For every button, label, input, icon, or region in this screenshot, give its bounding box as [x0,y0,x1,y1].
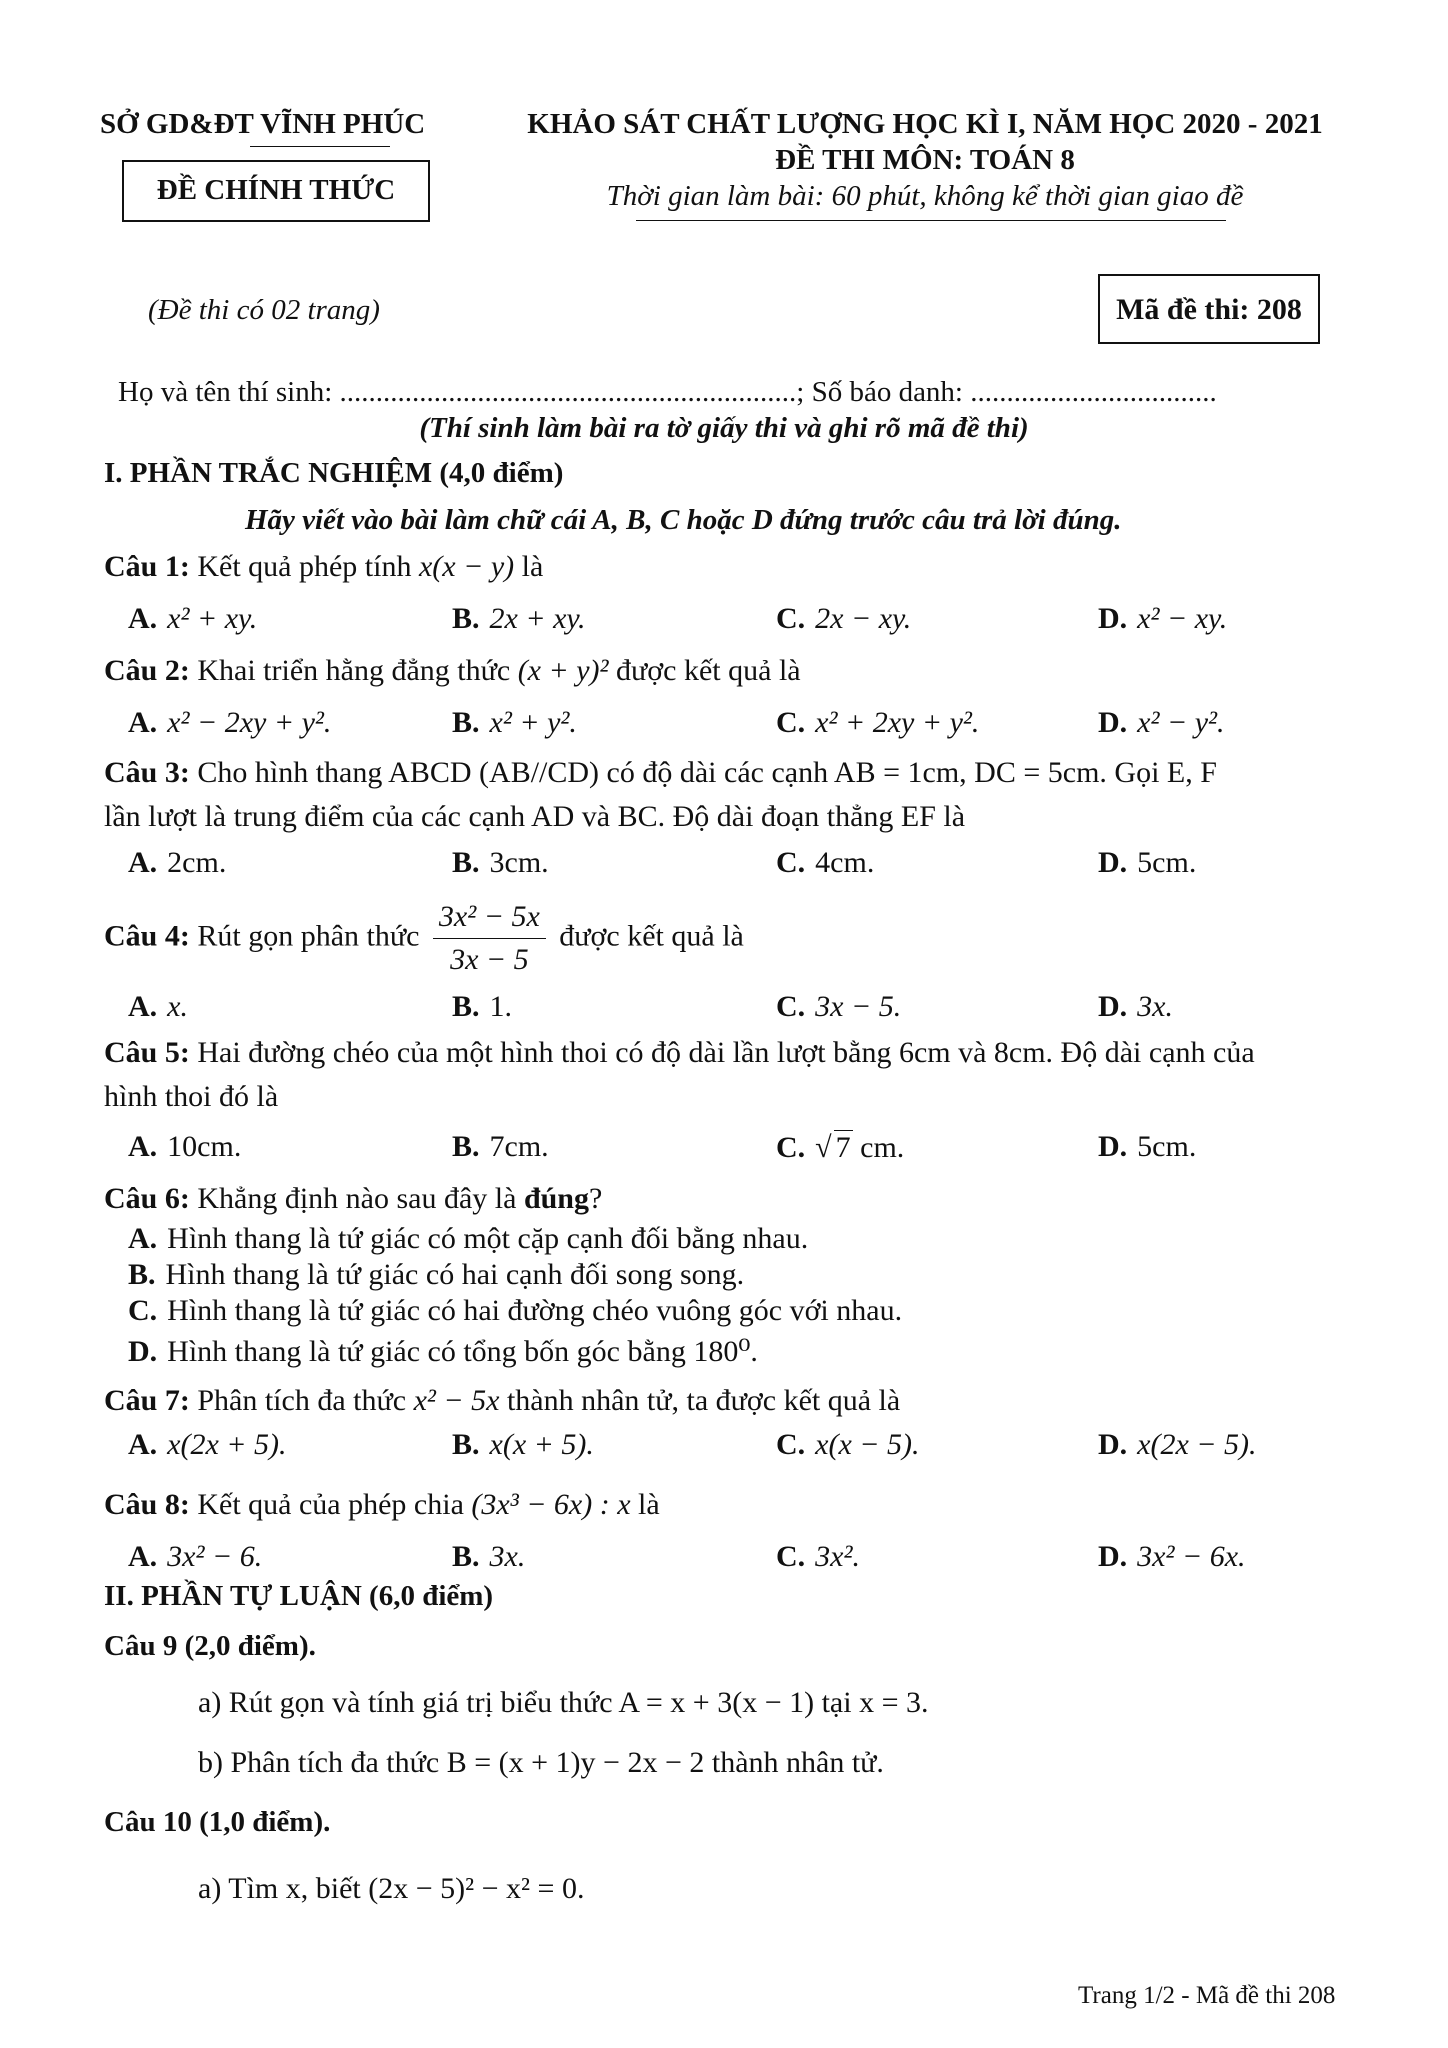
subject-title: ĐỀ THI MÔN: TOÁN 8 [775,144,1075,176]
question-expression: (x + y)² [517,654,609,687]
q7-option-d: D. x(2x − 5). [1098,1428,1257,1461]
q4-option-b: B. 1. [452,990,513,1023]
question-tail: được kết quả là [616,654,801,687]
question-tail: ? [589,1182,603,1215]
q8-option-a: A. 3x² − 6. [128,1540,263,1573]
page-footer: Trang 1/2 - Mã đề thi 208 [1078,1982,1336,2009]
question-text: Kết quả của phép chia [197,1488,464,1521]
official-label: ĐỀ CHÍNH THỨC [156,174,396,206]
q6-option-d: D. Hình thang là tứ giác có tổng bốn góc bằng 180⁰. [128,1335,758,1368]
q3-option-d: D. 5cm. [1098,846,1197,879]
question-emphasis: đúng [523,1182,589,1215]
candidate-info-line: Họ và tên thí sinh: ...............................................................; Số báo danh: .................................. [118,376,1217,408]
q6-option-a: A. Hình thang là tứ giác có một cặp cạnh đối bằng nhau. [128,1222,809,1255]
q7-option-c: C. x(x − 5). [776,1428,920,1461]
question-text: Phân tích đa thức [197,1384,407,1417]
q3-option-a: A. 2cm. [128,846,227,879]
question-6 [104,1180,602,1218]
question-text: Khai triển hằng đẳng thức [197,654,511,687]
question-expression: (3x³ − 6x) : x [471,1488,631,1521]
q5-option-a: A. 10cm. [128,1130,242,1163]
part2-title: II. PHẦN TỰ LUẬN (6,0 điểm) [104,1580,494,1612]
q5-option-b: B. 7cm. [452,1130,549,1163]
q6-option-b: B. Hình thang là tứ giác có hai cạnh đối song song. [128,1258,745,1291]
q2-option-b: B. x² + y². [452,706,577,739]
exam-duration: Thời gian làm bài: 60 phút, không kể thời gian giao đề [606,180,1244,212]
question-text: Rút gọn phân thức [197,919,420,953]
exam-code: Mã đề thi: 208 [1116,293,1302,326]
question-9b: b) Phân tích đa thức B = (x + 1)y − 2x − 2 thành nhân tử. [198,1746,884,1779]
question-5 [104,1034,1255,1072]
q1-option-c: C. 2x − xy. [776,602,912,635]
question-2 [104,652,801,690]
department-underline [250,146,390,147]
part1-title: I. PHẦN TRẮC NGHIỆM (4,0 điểm) [104,457,564,489]
survey-title: KHẢO SÁT CHẤT LƯỢNG HỌC KÌ I, NĂM HỌC 2020 - 2021 [527,108,1323,140]
question-9a: a) Rút gọn và tính giá trị biểu thức A = x + 3(x − 1) tại x = 3. [198,1686,929,1719]
question-tail: là [521,550,544,583]
fraction-denominator: 3x − 5 [450,943,529,976]
question-label: Câu 7: [104,1384,190,1417]
q3-option-b: B. 3cm. [452,846,549,879]
question-label: Câu 2: [104,654,190,687]
department-name: SỞ GD&ĐT VĨNH PHÚC [100,108,426,140]
pages-note: (Đề thi có 02 trang) [148,294,380,326]
question-label: Câu 6: [104,1182,190,1215]
q1-option-a: A. x² + xy. [128,602,258,635]
question-text: Kết quả phép tính [197,550,412,583]
question-expression: x(x − y) [418,550,515,583]
fraction-numerator: 3x² − 5x [433,898,546,939]
q8-option-c: C. 3x². [776,1540,860,1573]
q6-option-c: C. Hình thang là tứ giác có hai đường chéo vuông góc với nhau. [128,1294,903,1327]
q7-option-b: B. x(x + 5). [452,1428,594,1461]
question-10-title: Câu 10 (1,0 điểm). [104,1806,331,1838]
q4-option-a: A. x. [128,990,188,1023]
question-3 [104,754,1217,792]
q2-option-c: C. x² + 2xy + y². [776,706,980,739]
question-text: Khẳng định nào sau đây là [197,1182,517,1215]
fraction [433,898,546,979]
question-1 [104,548,543,586]
q3-option-c: C. 4cm. [776,846,875,879]
q1-option-d: D. x² − xy. [1098,602,1228,635]
q2-option-d: D. x² − y². [1098,706,1225,739]
q5-option-c: C. √ 7 cm. [776,1131,905,1164]
question-tail: được kết quả là [559,919,744,953]
question-label: Câu 3: [104,756,190,789]
q1-option-b: B. 2x + xy. [452,602,586,635]
question-label: Câu 5: [104,1036,190,1069]
header-underline [636,220,1226,221]
question-tail: là [638,1488,660,1521]
q4-option-c: C. 3x − 5. [776,990,902,1023]
question-label: Câu 1: [104,550,190,583]
question-3-line2: lần lượt là trung điểm của các cạnh AD và BC. Độ dài đoạn thẳng EF là [104,800,966,833]
question-9-title: Câu 9 (2,0 điểm). [104,1630,316,1662]
official-label-box [122,160,430,222]
q4-option-d: D. 3x. [1098,990,1173,1023]
q8-option-b: B. 3x. [452,1540,526,1573]
question-text: Cho hình thang ABCD (AB//CD) có độ dài các cạnh AB = 1cm, DC = 5cm. Gọi E, F [197,756,1217,789]
question-10a: a) Tìm x, biết (2x − 5)² − x² = 0. [198,1872,585,1905]
question-tail: thành nhân tử, ta được kết quả là [506,1384,901,1417]
question-5-line2: hình thoi đó là [104,1080,279,1113]
question-text: Hai đường chéo của một hình thoi có độ dài lần lượt bằng 6cm và 8cm. Độ dài cạnh của [197,1036,1255,1069]
q8-option-d: D. 3x² − 6x. [1098,1540,1246,1573]
instruction-line: (Thí sinh làm bài ra tờ giấy thi và ghi rõ mã đề thi) [419,412,1029,444]
q5-option-d: D. 5cm. [1098,1130,1197,1163]
square-root: 7 [835,1131,851,1164]
part1-instruction: Hãy viết vào bài làm chữ cái A, B, C hoặc D đứng trước câu trả lời đúng. [245,504,1122,536]
question-8 [104,1486,660,1524]
question-7 [104,1382,900,1420]
question-label: Câu 8: [104,1488,190,1521]
question-4 [104,898,744,979]
question-expression: x² − 5x [413,1384,500,1417]
exam-code-box [1098,274,1320,344]
q2-option-a: A. x² − 2xy + y². [128,706,332,739]
question-label: Câu 4: [104,919,190,953]
q7-option-a: A. x(2x + 5). [128,1428,287,1461]
